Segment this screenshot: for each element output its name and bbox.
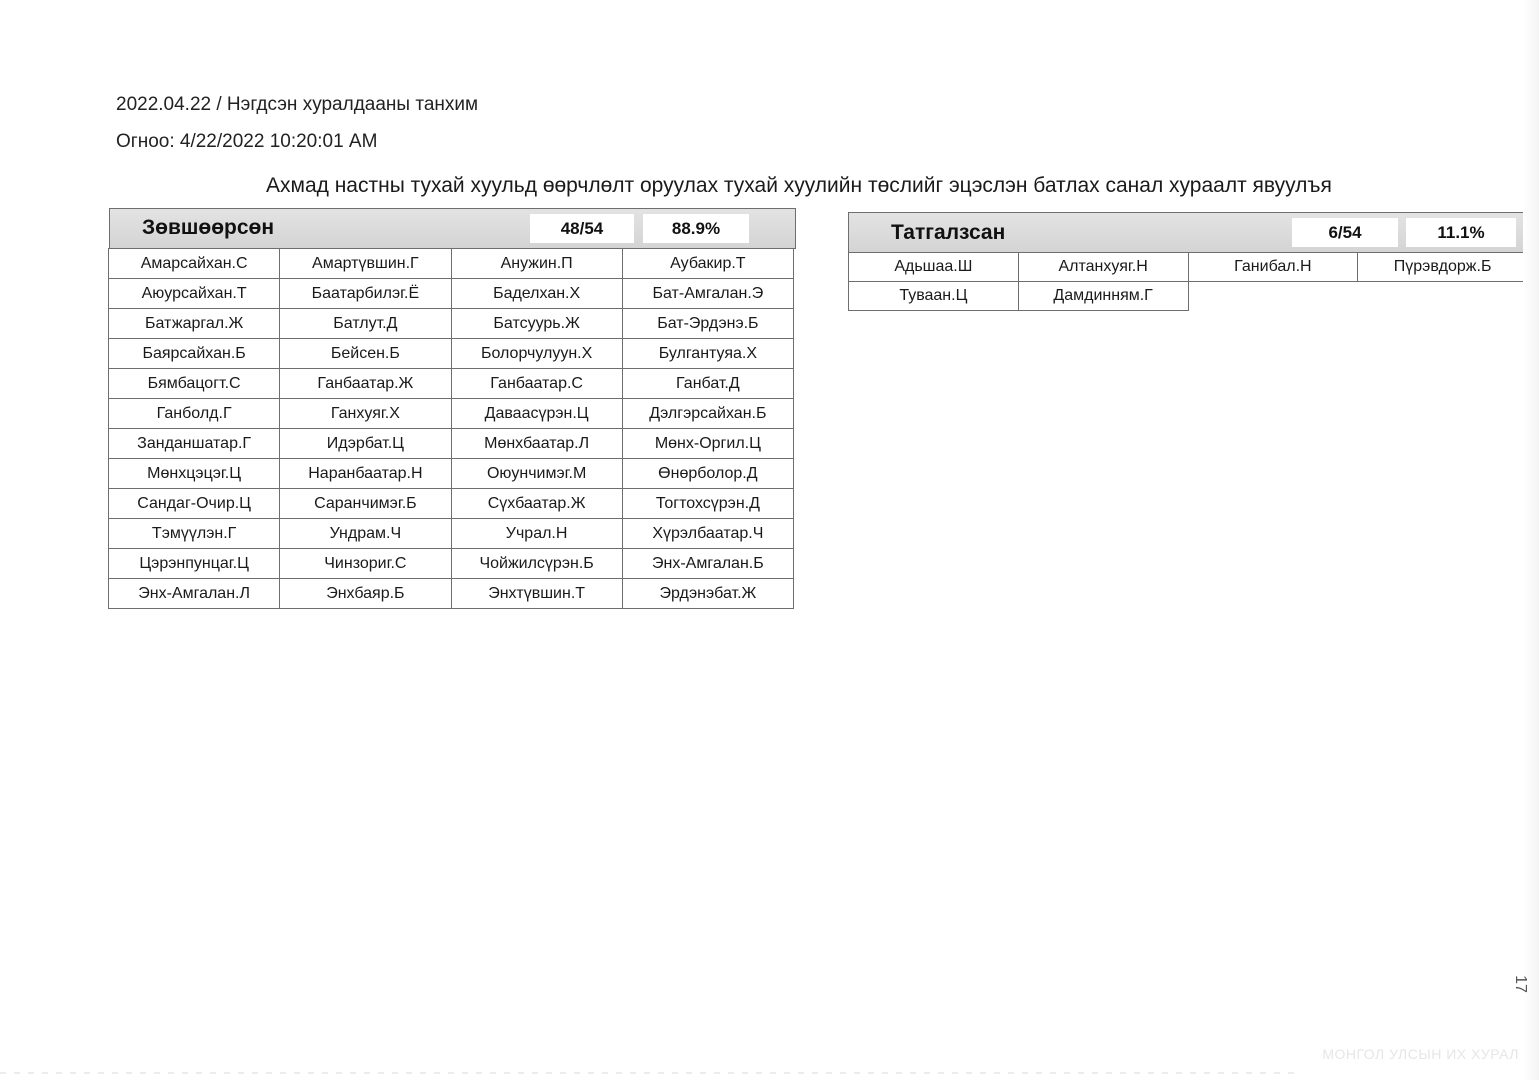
- member-name-cell: Энхбаяр.Б: [280, 579, 451, 609]
- session-line: 2022.04.22 / Нэгдсэн хуралдааны танхим: [116, 94, 479, 115]
- rejected-header: [848, 212, 1528, 253]
- member-name-cell: Пүрэвдорж.Б: [1358, 253, 1528, 282]
- member-name-cell: Ундрам.Ч: [280, 519, 451, 549]
- member-name-cell: Анужин.П: [451, 249, 622, 279]
- member-name-cell: Учрал.Н: [451, 519, 622, 549]
- member-name-cell: Булгантуяа.Х: [622, 339, 793, 369]
- rejected-count: 6/54: [1292, 218, 1398, 247]
- member-name-cell: Ганболд.Г: [109, 399, 280, 429]
- approved-percent: 88.9%: [643, 214, 749, 243]
- member-name-cell: Энх-Амгалан.Б: [622, 549, 793, 579]
- rejected-table-body: [849, 253, 1528, 311]
- watermark: МОНГОЛ УЛСЫН ИХ ХУРАЛ: [1322, 1046, 1519, 1062]
- approved-table: [108, 248, 794, 609]
- approved-count: 48/54: [530, 214, 634, 243]
- member-name-cell: Ганхуяг.Х: [280, 399, 451, 429]
- member-name-cell: Наранбаатар.Н: [280, 459, 451, 489]
- table-row: [849, 253, 1528, 282]
- table-row: [109, 459, 794, 489]
- member-name-cell: Болорчулуун.Х: [451, 339, 622, 369]
- member-name-cell: Туваан.Ц: [849, 282, 1019, 311]
- member-name-cell: Амартүвшин.Г: [280, 249, 451, 279]
- member-name-cell: Занданшатар.Г: [109, 429, 280, 459]
- table-row: [109, 309, 794, 339]
- motion-title: Ахмад настны тухай хуульд өөрчлөлт оруулах тухай хуулийн төслийг эцэслэн батлах санал хураалт явуулъя: [266, 174, 1332, 197]
- table-row: [109, 579, 794, 609]
- table-row: [109, 399, 794, 429]
- member-name-cell: Ганбаатар.С: [451, 369, 622, 399]
- rejected-table: [848, 252, 1528, 311]
- table-row: [109, 369, 794, 399]
- member-name-cell: Аюурсайхан.Т: [109, 279, 280, 309]
- member-name-cell: Баатарбилэг.Ё: [280, 279, 451, 309]
- member-name-cell: Батлут.Д: [280, 309, 451, 339]
- approved-label: Зөвшөөрсөн: [142, 216, 275, 239]
- member-name-cell: Батсуурь.Ж: [451, 309, 622, 339]
- approved-table-body: [109, 249, 794, 609]
- member-name-cell: Даваасүрэн.Ц: [451, 399, 622, 429]
- member-name-cell: Бейсен.Б: [280, 339, 451, 369]
- member-name-cell: Энх-Амгалан.Л: [109, 579, 280, 609]
- member-name-cell: Мөнхбаатар.Л: [451, 429, 622, 459]
- member-name-cell: Тогтохсүрэн.Д: [622, 489, 793, 519]
- member-name-cell: Ганбаатар.Ж: [280, 369, 451, 399]
- approved-header: [109, 208, 796, 249]
- table-row: [109, 429, 794, 459]
- member-name-cell: Сүхбаатар.Ж: [451, 489, 622, 519]
- member-name-cell: Амарсайхан.С: [109, 249, 280, 279]
- table-row: [109, 249, 794, 279]
- table-row: [109, 489, 794, 519]
- member-name-cell: Тэмүүлэн.Г: [109, 519, 280, 549]
- member-name-cell: Оюунчимэг.М: [451, 459, 622, 489]
- member-name-cell: Сандаг-Очир.Ц: [109, 489, 280, 519]
- member-name-cell: [1188, 282, 1358, 311]
- member-name-cell: Идэрбат.Ц: [280, 429, 451, 459]
- member-name-cell: Баделхан.Х: [451, 279, 622, 309]
- member-name-cell: Цэрэнпунцаг.Ц: [109, 549, 280, 579]
- rejected-percent: 11.1%: [1406, 218, 1516, 247]
- table-row: [109, 519, 794, 549]
- table-row: [849, 282, 1528, 311]
- member-name-cell: Бат-Эрдэнэ.Б: [622, 309, 793, 339]
- member-name-cell: Чинзориг.С: [280, 549, 451, 579]
- table-row: [109, 279, 794, 309]
- member-name-cell: Батжаргал.Ж: [109, 309, 280, 339]
- member-name-cell: [1358, 282, 1528, 311]
- rejected-label: Татгалзсан: [891, 221, 1006, 244]
- member-name-cell: Өнөрболор.Д: [622, 459, 793, 489]
- member-name-cell: Дэлгэрсайхан.Б: [622, 399, 793, 429]
- member-name-cell: Ганбат.Д: [622, 369, 793, 399]
- member-name-cell: Баярсайхан.Б: [109, 339, 280, 369]
- member-name-cell: Мөнхцэцэг.Ц: [109, 459, 280, 489]
- member-name-cell: Мөнх-Оргил.Ц: [622, 429, 793, 459]
- member-name-cell: Чойжилсүрэн.Б: [451, 549, 622, 579]
- member-name-cell: Саранчимэг.Б: [280, 489, 451, 519]
- member-name-cell: Бямбацогт.С: [109, 369, 280, 399]
- member-name-cell: Энхтүвшин.Т: [451, 579, 622, 609]
- date-line: Огноо: 4/22/2022 10:20:01 AM: [116, 131, 378, 152]
- member-name-cell: Дамдинням.Г: [1018, 282, 1188, 311]
- member-name-cell: Ганибал.Н: [1188, 253, 1358, 282]
- member-name-cell: Алтанхуяг.Н: [1018, 253, 1188, 282]
- scan-edge: [1523, 0, 1539, 1080]
- member-name-cell: Аубакир.Т: [622, 249, 793, 279]
- member-name-cell: Эрдэнэбат.Ж: [622, 579, 793, 609]
- table-row: [109, 549, 794, 579]
- member-name-cell: Адьшаа.Ш: [849, 253, 1019, 282]
- member-name-cell: Хүрэлбаатар.Ч: [622, 519, 793, 549]
- member-name-cell: Бат-Амгалан.Э: [622, 279, 793, 309]
- page-mark: 17: [1512, 975, 1530, 993]
- table-row: [109, 339, 794, 369]
- scan-artifact: [0, 1072, 1300, 1074]
